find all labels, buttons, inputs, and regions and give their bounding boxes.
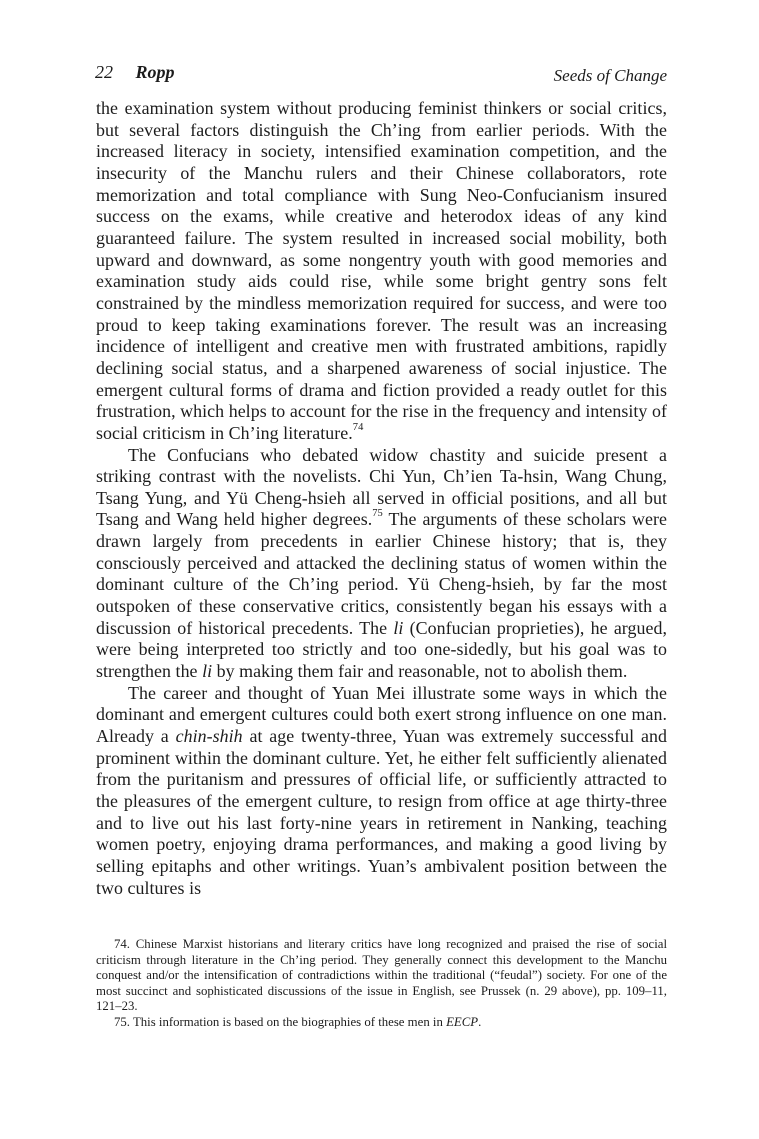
footnote-75-end: .: [478, 1014, 482, 1029]
term-li: li: [393, 617, 404, 638]
footnote-75-text: 75. This information is based on the biographies of these men in: [114, 1014, 447, 1029]
paragraph-3-text-b: at age twenty-three, Yuan was extremely successful and prominent within the dominant culture. Yet, he either felt sufficiently alienated from the puritanism and pressures of official life, or sufficiently attracted to the pleasures of the emergent culture, to resign from office at age thirty-three and to live out his last forty-nine years in retirement in Nanking, teaching women poetry, enjoying drama performances, and making a good living by selling epitaphs and other writings. Yuan’s ambivalent position between the two cultures is: [96, 726, 667, 898]
running-header: [95, 62, 667, 92]
footnote-ref-75: 75: [372, 508, 383, 520]
page-number: 22: [95, 62, 113, 82]
term-li-second: li: [202, 661, 213, 682]
paragraph-2-text-c: (Confucian proprieties), he argued, were being interpreted too strictly and too one-sidedly, but his goal was to strengthen the: [96, 617, 667, 682]
paragraph-2: [96, 445, 667, 683]
footnote-75-source: EECP: [446, 1014, 479, 1029]
running-title: Seeds of Change: [553, 66, 667, 85]
paragraph-2-text-b: The arguments of these scholars were drawn largely from precedents in earlier Chinese history; that is, they consciously perceived and attacked the declining status of women within the dominant culture of the Ch’ing period. Yü Cheng-hsieh, by far the most outspoken of these conservative critics, consistently began his essays with a discussion of historical precedents. The: [96, 509, 667, 638]
main-text: [96, 98, 667, 899]
running-author: Ropp: [135, 62, 175, 82]
term-chin-shih: chin-shih: [175, 726, 243, 747]
footnote-ref-74: 74: [352, 421, 364, 433]
paragraph-2-text-a: The Confucians who debated widow chastity and suicide present a striking contrast with the novelists. Chi Yun, Ch’ien Ta-hsin, Wang Chung, Tsang Yung, and Yü Cheng-hsieh all served in official positions, and all but Tsang and Wang held higher degrees.: [96, 444, 667, 530]
footnotes: [96, 937, 667, 1031]
footnote-75: [96, 1015, 667, 1031]
paragraph-1-text: the examination system without producing feminist thinkers or social critics, but several factors distinguish the Ch’ing from earlier periods. With the increased literacy in society, intensified examination competition, and the insecurity of the Manchu rulers and their Chinese collaborators, rote memorization and total compliance with Sung Neo-Confucianism insured success on the exams, while creative and heterodox ideas of any kind guaranteed failure. The system resulted in increased social mobility, both upward and downward, as some nongentry youth with good memories and examination study aids could rise, while some bright gentry sons felt constrained by the mindless memorization required for success, and were too proud to keep taking examinations forever. The result was an increasing incidence of intelligent and creative men with frustrated ambitions, rapidly declining social status, and a sharpened awareness of social injustice. The emergent cultural forms of drama and fiction provided a ready outlet for this frustration, which helps to account for the rise in the frequency and intensity of social criticism in Ch’ing literature.: [96, 98, 667, 443]
header-left: [95, 62, 175, 83]
footnote-74: 74. Chinese Marxist historians and literary critics have long recognized and praised the rise of social criticism through literature in the Ch’ing period. They generally connect this development to the Manchu conquest and/or the intensification of contradictions within the traditional (“feudal”) society. For one of the most succinct and sophisticated discussions of the issue in English, see Prussek (n. 29 above), pp. 109–11, 121–23.: [96, 937, 667, 1014]
paragraph-1: [96, 98, 667, 445]
paragraph-3: [96, 683, 667, 900]
paragraph-2-text-d: by making them fair and reasonable, not to abolish them.: [212, 661, 628, 682]
paragraph-3-text-a: The career and thought of Yuan Mei illustrate some ways in which the dominant and emergent cultures could both exert strong influence on one man. Already a: [96, 682, 667, 747]
